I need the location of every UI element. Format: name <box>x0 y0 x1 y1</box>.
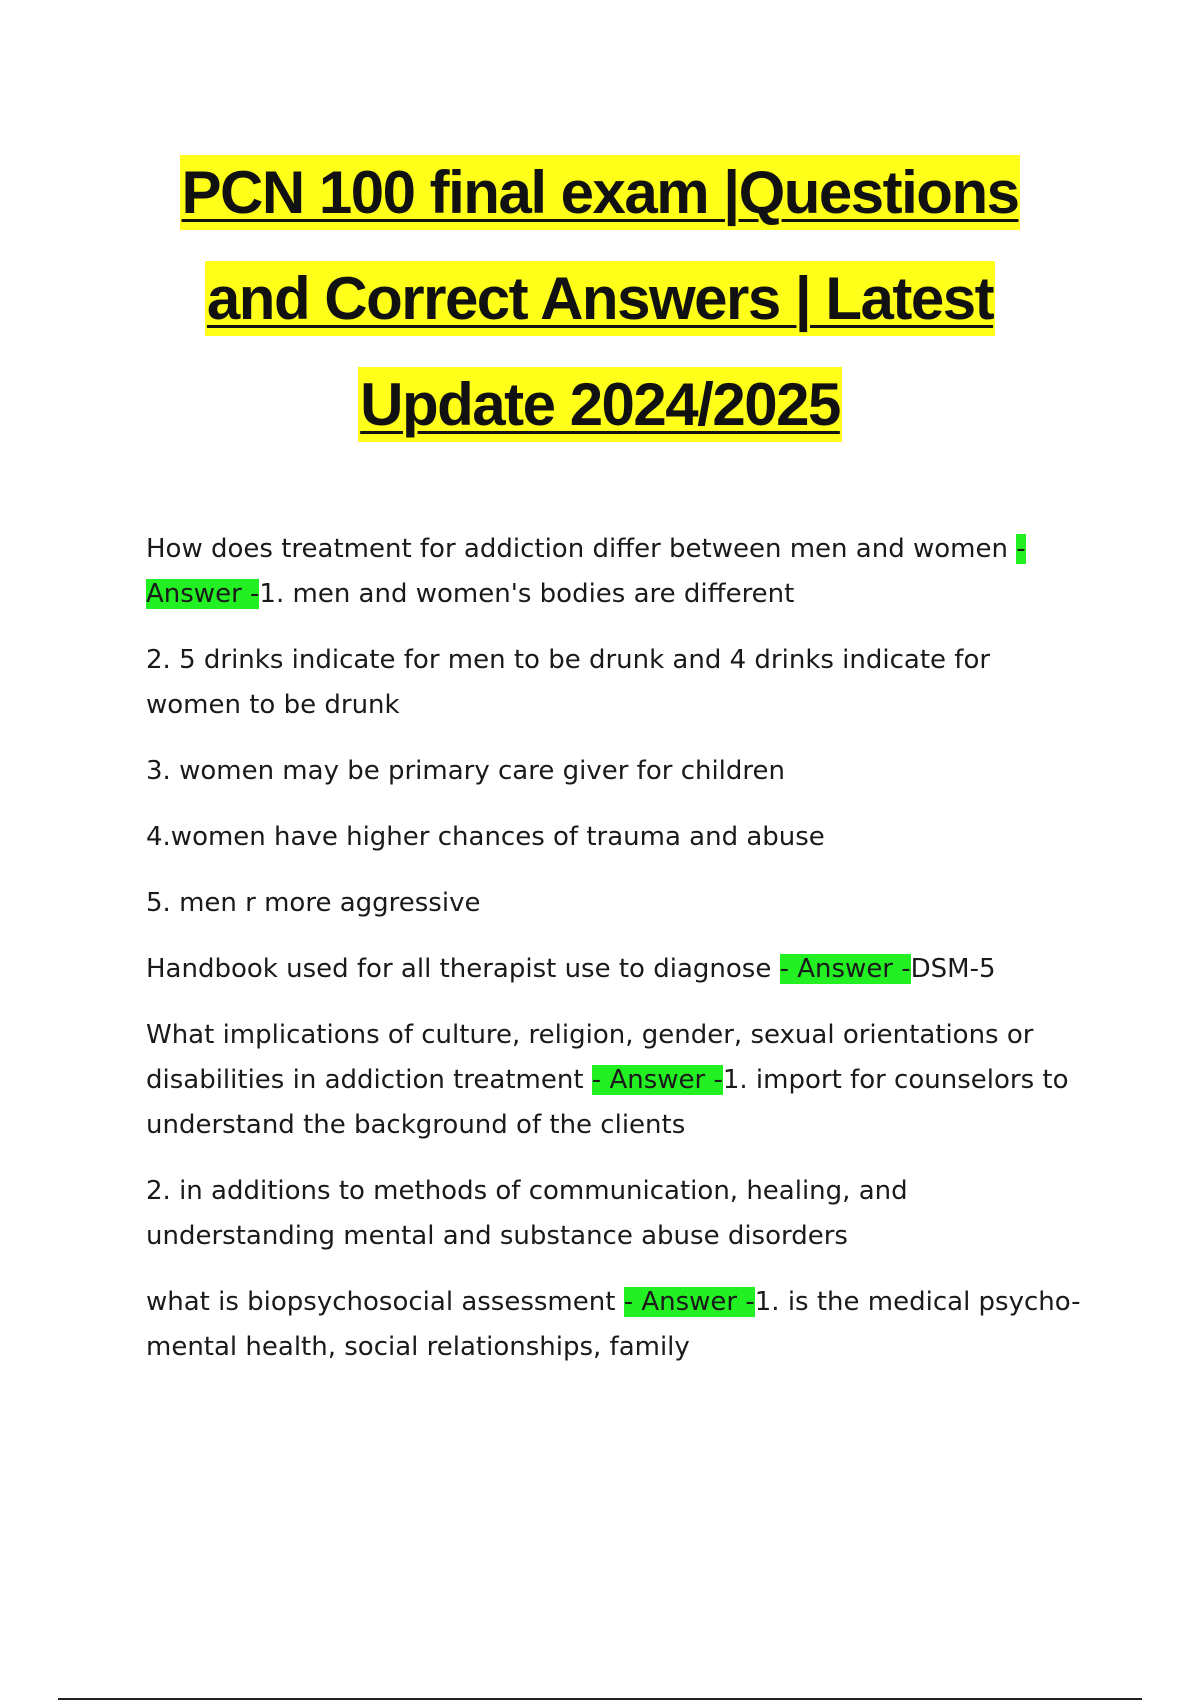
qa-item-4 <box>146 1280 1086 1370</box>
answer-text: DSM-5 <box>910 954 996 984</box>
list-item: 2. in additions to methods of communication, healing, and understanding mental and substance abuse disorders <box>146 1176 908 1251</box>
answer-text: 1. is the medical psycho-mental health, social relationships, family <box>146 1287 1081 1362</box>
list-item: 4.women have higher chances of trauma and abuse <box>146 822 825 852</box>
answer-marker: - Answer - <box>146 534 1026 609</box>
qa-item-3 <box>146 1013 1086 1148</box>
title-line-3: Update 2024/2025 <box>358 367 842 442</box>
answer-marker: - Answer - <box>591 1065 723 1095</box>
document-title <box>0 140 1200 458</box>
answer-text: 1. men and women's bodies are different <box>259 579 795 609</box>
qa-item-1 <box>146 527 1086 617</box>
qa-content <box>146 527 1086 1391</box>
title-line-1: PCN 100 final exam |Questions <box>180 155 1021 230</box>
list-item: 3. women may be primary care giver for children <box>146 756 786 786</box>
list-item: 2. 5 drinks indicate for men to be drunk and 4 drinks indicate for women to be drunk <box>146 645 991 720</box>
question-text: what is biopsychosocial assessment <box>146 1287 624 1317</box>
question-text: Handbook used for all therapist use to diagnose <box>146 954 780 984</box>
qa-item-2 <box>146 947 1086 992</box>
list-item: 5. men r more aggressive <box>146 888 481 918</box>
question-text: What implications of culture, religion, gender, sexual orientations or disabilities in addiction treatment <box>146 1020 1034 1095</box>
question-text: How does treatment for addiction differ between men and women <box>146 534 1017 564</box>
answer-text: 1. import for counselors to understand the background of the clients <box>146 1065 1069 1140</box>
title-line-2: and Correct Answers | Latest <box>205 261 995 336</box>
answer-marker: - Answer - <box>623 1287 755 1317</box>
answer-marker: - Answer - <box>779 954 911 984</box>
